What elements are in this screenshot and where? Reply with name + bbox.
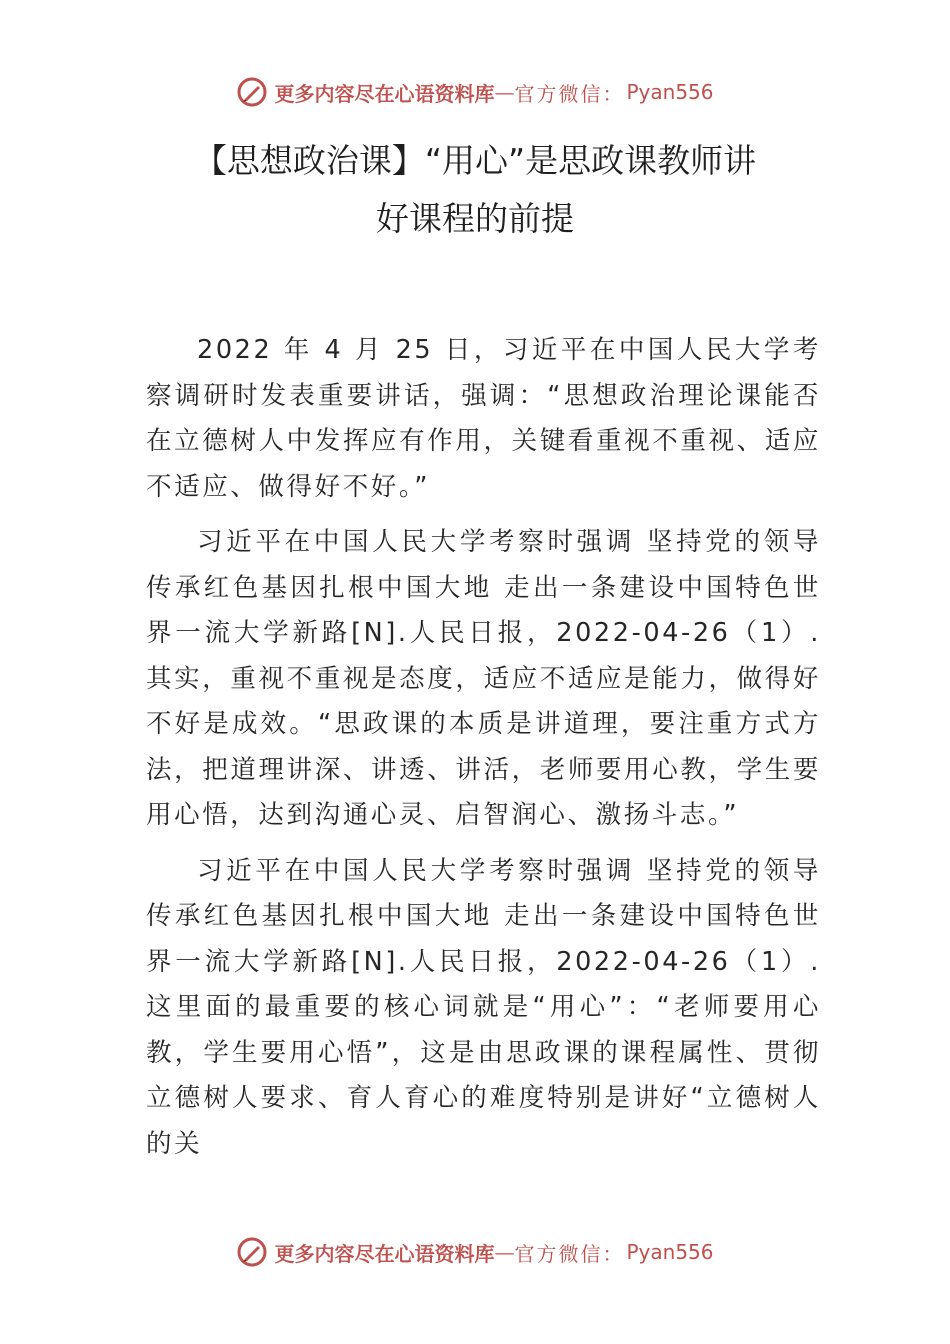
banner-brand-text: 更多内容尽在心语资料库 xyxy=(274,81,495,106)
document-body xyxy=(146,328,821,1177)
banner-wechat-label: 官方微信： xyxy=(514,81,625,106)
paragraph-2: 习近平在中国人民大学考察时强调 坚持党的领导传承红色基因扎根中国大地 走出一条建设中国特色世界一流大学新路[N].人民日报，2022-04-26（1）.其实，重视不重视是态度，适应不适应是能力，做得好不好是成效。“思政课的本质是讲道理，要注重方式方法，把道理讲深、讲透、讲活，老师要用心教，学生要用心悟，达到沟通心灵、启智润心、激扬斗志。” xyxy=(146,527,821,830)
paragraph-3: 习近平在中国人民大学考察时强调 坚持党的领导传承红色基因扎根中国大地 走出一条建设中国特色世界一流大学新路[N].人民日报，2022-04-26（1）.这里面的最重要的核心词就是“用心”：“老师要用心教，学生要用心悟”，这是由思政课的课程属性、贯彻立德树人要求、育人育心的难度特别是讲好“立德树人的关 xyxy=(146,855,821,1159)
title-line-1: 【思想政治课】“用心”是思政课教师讲 xyxy=(193,141,757,180)
pen-logo-icon xyxy=(236,76,268,108)
footer-banner xyxy=(0,1232,950,1272)
title-line-2: 好课程的前提 xyxy=(376,199,574,238)
banner-separator: — xyxy=(494,1240,515,1264)
pen-logo-icon xyxy=(236,1236,268,1268)
header-banner xyxy=(0,72,950,112)
banner-wechat-id: Pyan556 xyxy=(626,80,714,104)
document-title xyxy=(100,132,850,248)
banner-brand-text: 更多内容尽在心语资料库 xyxy=(274,1241,495,1266)
paragraph-1: 2022 年 4 月 25 日，习近平在中国人民大学考察调研时发表重要讲话，强调：“思想政治理论课能否在立德树人中发挥应有作用，关键看重视不重视、适应不适应、做得好不好。” xyxy=(146,335,821,502)
banner-wechat-label: 官方微信： xyxy=(514,1241,625,1266)
banner-wechat-id: Pyan556 xyxy=(626,1240,714,1264)
banner-separator: — xyxy=(494,80,515,104)
